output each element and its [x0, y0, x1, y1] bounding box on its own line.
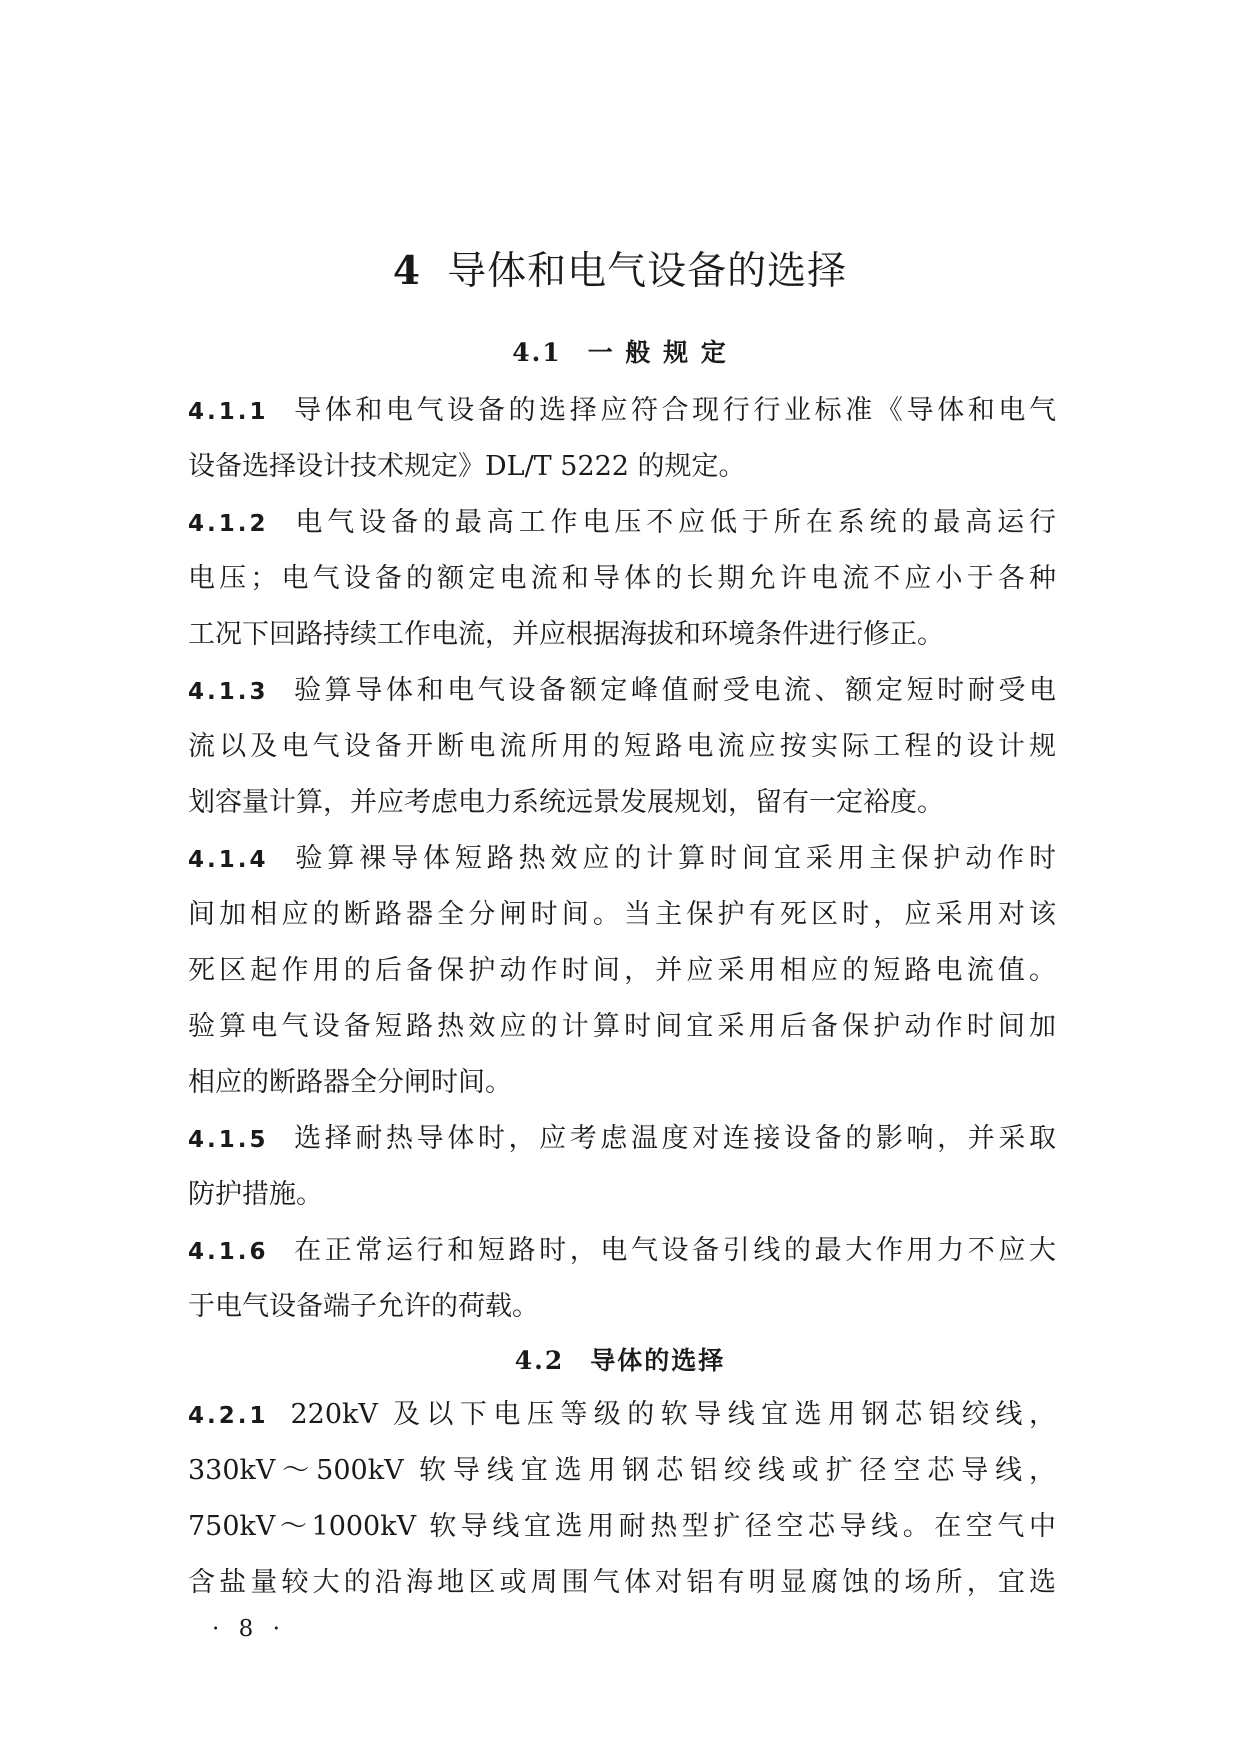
clause-line: 电压；电气设备的额定电流和导体的长期允许电流不应小于各种: [188, 563, 1056, 594]
clause-line: 设备选择设计技术规定》DL/T 5222 的规定。: [188, 451, 746, 482]
clause-text: 220kV 及以下电压等级的软导线宜选用钢芯铝绞线，: [290, 1399, 1056, 1430]
clause-4-1-1: [188, 383, 1056, 495]
clause-number: 4.1.2: [188, 511, 269, 537]
clause-line: 含盐量较大的沿海地区或周围气体对铝有明显腐蚀的场所，宜选: [188, 1567, 1056, 1598]
clause-line: [188, 831, 1056, 887]
clause-text: 验算导体和电气设备额定峰值耐受电流、额定短时耐受电: [290, 675, 1056, 706]
chapter-title-text: 导体和电气设备的选择: [447, 249, 848, 294]
clause-number: 4.1.6: [188, 1239, 269, 1265]
clause-text: 电气设备的最高工作电压不应低于所在系统的最高运行: [290, 507, 1056, 538]
clause-4-1-2: [188, 495, 1056, 663]
section-number: 4.2: [514, 1346, 565, 1375]
clause-number: 4.1.3: [188, 679, 269, 705]
clause-line: [188, 1223, 1056, 1279]
clause-line: [188, 495, 1056, 551]
section-title-text: 一 般 规 定: [587, 338, 728, 367]
clause-line: 相应的断路器全分闸时间。: [188, 1067, 512, 1098]
clause-number: 4.1.5: [188, 1127, 269, 1153]
clause-text: 选择耐热导体时，应考虑温度对连接设备的影响，并采取: [290, 1123, 1056, 1154]
chapter-number: 4: [392, 248, 422, 294]
clause-4-1-6: [188, 1223, 1056, 1335]
clause-line: 防护措施。: [188, 1179, 323, 1210]
clause-line: [188, 383, 1056, 439]
clause-text: 导体和电气设备的选择应符合现行行业标准《导体和电气: [290, 395, 1056, 426]
clause-4-1-5: [188, 1111, 1056, 1223]
clause-line: [188, 1387, 1056, 1443]
clause-line: 750kV～1000kV 软导线宜选用耐热型扩径空芯导线。在空气中: [188, 1511, 1056, 1542]
clause-number: 4.1.4: [188, 847, 269, 873]
section-heading-4-1: [0, 333, 1240, 369]
clause-line: [188, 663, 1056, 719]
clause-line: [188, 1111, 1056, 1167]
clause-number: 4.1.1: [188, 399, 269, 425]
section-heading-4-2-visible: [0, 1341, 1240, 1377]
clause-4-2-1: [188, 1387, 1056, 1611]
clause-4-1-4: [188, 831, 1056, 1111]
chapter-title: [0, 240, 1240, 296]
page-number: · 8 ·: [212, 1616, 286, 1642]
clause-line: 于电气设备端子允许的荷载。: [188, 1291, 539, 1322]
clause-line: 验算电气设备短路热效应的计算时间宜采用后备保护动作时间加: [188, 1011, 1056, 1042]
clause-line: 工况下回路持续工作电流，并应根据海拔和环境条件进行修正。: [188, 619, 944, 650]
clause-line: 330kV～500kV 软导线宜选用钢芯铝绞线或扩径空芯导线，: [188, 1455, 1056, 1486]
clause-line: 划容量计算，并应考虑电力系统远景发展规划，留有一定裕度。: [188, 787, 944, 818]
clause-line: 流以及电气设备开断电流所用的短路电流应按实际工程的设计规: [188, 731, 1056, 762]
section-title-text: 导体的选择: [590, 1346, 726, 1375]
section-number: 4.1: [512, 338, 562, 367]
clause-line: 死区起作用的后备保护动作时间，并应采用相应的短路电流值。: [188, 955, 1056, 986]
clause-4-1-3: [188, 663, 1056, 831]
clause-text: 在正常运行和短路时，电气设备引线的最大作用力不应大: [290, 1235, 1056, 1266]
clause-line: 间加相应的断路器全分闸时间。当主保护有死区时，应采用对该: [188, 899, 1056, 930]
clause-number: 4.2.1: [188, 1403, 269, 1429]
clause-text: 验算裸导体短路热效应的计算时间宜采用主保护动作时: [290, 843, 1056, 874]
